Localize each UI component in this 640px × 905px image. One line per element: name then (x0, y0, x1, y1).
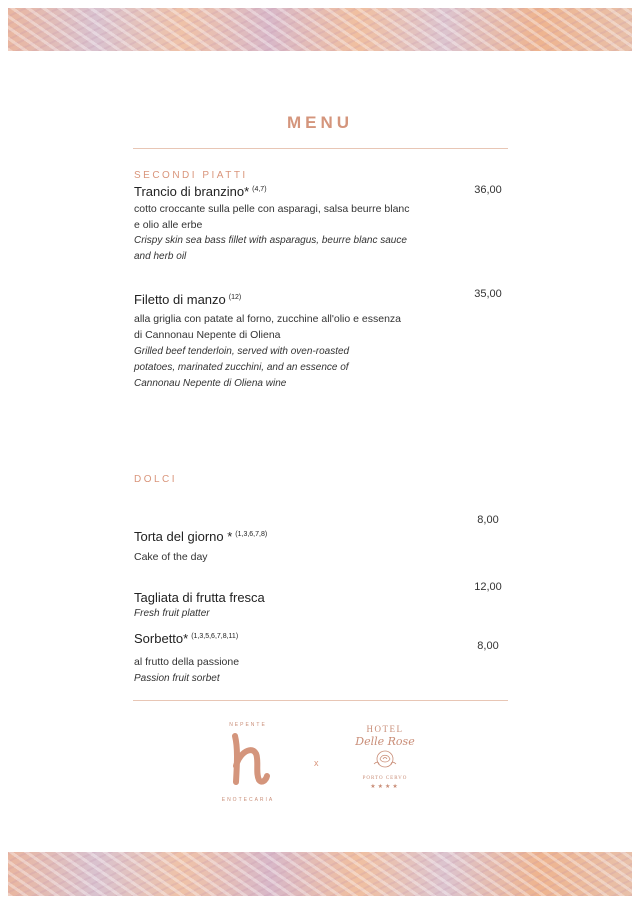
hotel-logo-line2: Delle Rose (355, 735, 415, 748)
dish-name: Sorbetto* $^{(1,3,5,6,7,8,11)}$ (134, 631, 239, 646)
rose-icon (370, 748, 400, 770)
dish-price: 12,00 (474, 581, 502, 593)
decorative-band-top (8, 8, 632, 51)
hotel-logo-line1: HOTEL (366, 724, 404, 734)
section-heading-dolci: DOLCI (134, 474, 178, 485)
hotel-logo-location: PORTO CERVO (362, 776, 408, 781)
dish-description-en: Grilled beef tenderloin, served with oven-roasted potatoes, marinated zucchini, and an essence of Cannonau Nepente di Oliena wine (134, 346, 350, 389)
dish-description-en: Crispy skin sea bass fillet with asparagus, beurre blanc sauce and herb oil (134, 235, 407, 262)
allergen-codes: (1,3,5,6,7,8,11) (191, 633, 239, 640)
hotel-delle-rose-logo (350, 724, 420, 790)
dish-description-it: alla griglia con patate al forno, zucchine all'olio e essenza di Cannonau Nepente di Oliena (134, 313, 402, 341)
dish-price: 8,00 (477, 514, 499, 526)
dish-name: Trancio di branzino* $^{(4,7)}$ (134, 184, 267, 199)
dish-description-en: Passion fruit sorbet (134, 673, 220, 684)
logo-separator: x (314, 758, 319, 768)
dish-price: 8,00 (477, 640, 499, 652)
decorative-band-bottom (8, 852, 632, 896)
allergen-codes: (4,7) (252, 186, 267, 193)
dish-name: Tagliata di frutta fresca (134, 590, 265, 605)
menu-title: MENU (286, 113, 354, 132)
hotel-logo-stars: ★★★★ (370, 784, 400, 790)
divider-bottom (133, 700, 508, 701)
nepente-n-mark-icon (226, 728, 270, 786)
dish-description: Cake of the day (134, 551, 208, 563)
dish-description-it: al frutto della passione (134, 656, 240, 668)
nepente-logo (218, 722, 278, 802)
dish-description-en: Fresh fruit platter (134, 608, 210, 619)
allergen-codes: (1,3,6,7,8) (235, 531, 268, 538)
divider-top (133, 148, 508, 149)
dish-name: Filetto di manzo $^{(12)}$ (134, 292, 242, 307)
dish-description-it: cotto croccante sulla pelle con asparagi, salsa beurre blanc e olio alle erbe (134, 203, 410, 231)
dish-name: Torta del giorno * $^{(1,3,6,7,8)}$ (134, 529, 268, 544)
section-heading-secondi: SECONDI PIATTI (134, 170, 248, 181)
allergen-codes: (12) (228, 294, 242, 301)
dish-price: 36,00 (474, 184, 502, 196)
nepente-logo-subtitle: ENOTECARIA (221, 797, 275, 803)
nepente-logo-name: NEPENTE (229, 722, 267, 728)
dish-price: 35,00 (474, 288, 502, 300)
